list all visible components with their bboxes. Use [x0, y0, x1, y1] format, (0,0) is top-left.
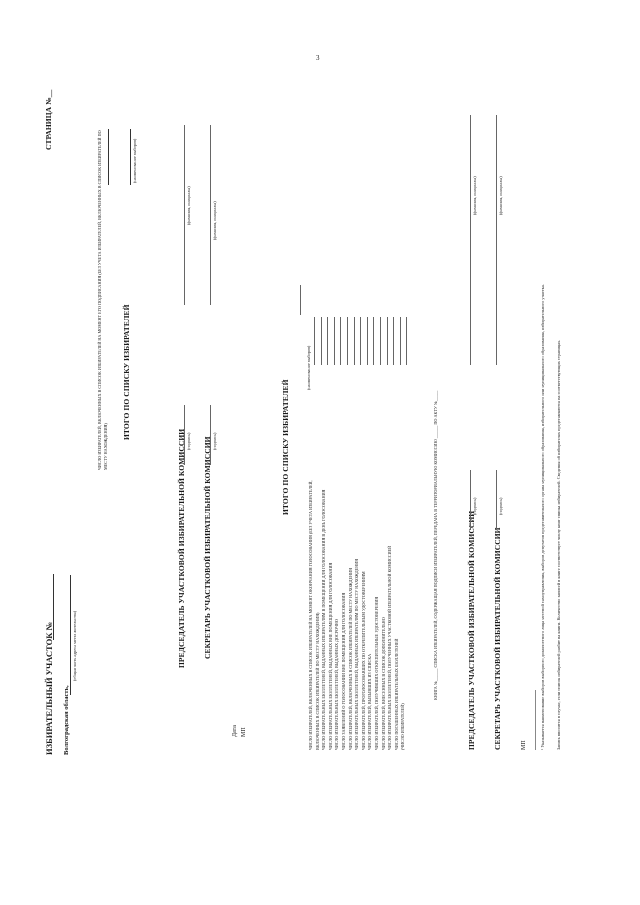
summary-item: ВКЛЮЧЕННЫХ В СПИСОК ИЗБИРАТЕЛЕЙ ПО МЕСТУ НАХОЖДЕНИЯ) — [314, 612, 320, 750]
summary-value-line — [354, 317, 355, 365]
chair-label-1: ПРЕДСЕДАТЕЛЬ УЧАСТКОВОЙ ИЗБИРАТЕЛЬНОЙ КОМИССИИ — [177, 428, 186, 668]
vote-count-text: ЧИСЛО ИЗБИРАТЕЛЕЙ, ВКЛЮЧЕННЫХ В СПИСОК ИЗБИРАТЕЛЕЙ НА МОМЕНТ ЕГО ПОДПИСАНИЯ (БЕЗ УЧЕТА ИЗБИРАТЕЛЕЙ, ВКЛЮЧЕННЫХ В СПИСОК ИЗБИРАТЕЛЕЙ ПО МЕСТУ НАХОЖДЕНИЯ) — [97, 130, 109, 470]
total-title-2: ИТОГО ПО СПИСКУ ИЗБИРАТЕЛЕЙ — [281, 379, 290, 515]
vote-type-line — [130, 129, 131, 185]
summary-value-line — [387, 317, 388, 365]
summary-item: ЧИСЛО ИЗБИРАТЕЛЬНЫХ БЮЛЛЕТЕНЕЙ, ПОЛУЧЕННЫХ УЧАСТКОВОЙ ИЗБИРАТЕЛЬНОЙ КОМИССИЕЙ — [387, 545, 393, 750]
summary-item: ЧИСЛО ИЗБИРАТЕЛЬНЫХ БЮЛЛЕТЕНЕЙ, ВЫДАННЫХ ВНЕ ПОМЕЩЕНИЯ ДЛЯ ГОЛОСОВАНИЯ — [327, 562, 333, 750]
summary-value-line — [347, 317, 348, 365]
summary-item: ЧИСЛО ИЗБИРАТЕЛЕЙ, ПОЛУЧИВШИХ ОТКРЕПИТЕЛЬНЫЕ УДОСТОВЕРЕНИЯ — [374, 596, 379, 750]
summary-item: ЧИСЛО ИЗБИРАТЕЛЕЙ, ВЫБЫВШИХ ИЗ СПИСКА — [367, 653, 373, 750]
summary-value-line — [360, 317, 361, 365]
stamp-label-2: МП — [521, 740, 527, 750]
total-title-1: ИТОГО ПО СПИСКУ ИЗБИРАТЕЛЕЙ — [122, 304, 131, 440]
secretary-name-line-2 — [496, 115, 497, 365]
region-label: Волгоградская область, — [63, 685, 70, 755]
summary-item: ЧИСЛО ИЗБИРАТЕЛЕЙ, ВНЕСЕННЫХ В СПИСОК ДОПОЛНИТЕЛЬНО — [380, 617, 386, 750]
summary-item: ЧИСЛО ПОГАШЕННЫХ ИЗБИРАТЕЛЬНЫХ БЮЛЛЕТЕНЕЙ — [393, 638, 399, 750]
summary-item: ЧИСЛО ИЗБИРАТЕЛЕЙ, ПРОГОЛОСОВАВШИХ ПО ОТКРЕПИТЕЛЬНЫМ УДОСТОВЕРЕНИЯМ — [360, 571, 366, 750]
chair-sign-line-2 — [470, 470, 471, 530]
secretary-name-caption-1: (фамилия, инициалы) — [212, 201, 217, 240]
address-caption: (общая часть адреса места жительства) — [72, 610, 77, 681]
secretary-sign-caption-2: (подпись) — [498, 497, 503, 515]
summary-value-line — [367, 317, 368, 365]
summary-value-line — [380, 317, 381, 365]
summary-value-line — [327, 317, 328, 365]
summary-item: ЧИСЛО ИЗБИРАТЕЛЬНЫХ БЮЛЛЕТЕНЕЙ, ВЫДАННЫХ ИЗБИРАТЕЛЯМ ПО МЕСТУ НАХОЖДЕНИЯ — [354, 558, 360, 750]
chair-name-caption-2: (фамилия, инициалы) — [472, 176, 477, 215]
vote-type-caption: (наименование выборов) — [132, 138, 137, 183]
chair-sign-caption-1: (подпись) — [186, 432, 191, 450]
summary-item: ЧИСЛО ИЗБИРАТЕЛЕЙ, ВКЛЮЧЕННЫХ В СПИСОК ИЗБИРАТЕЛЕЙ НА МОМЕНТ ОКОНЧАНИЯ ГОЛОСОВАНИЯ (БЕЗ УЧЕТА ИЗБИРАТЕЛЕЙ, — [308, 480, 313, 750]
secretary-label-1: СЕКРЕТАРЬ УЧАСТКОВОЙ ИЗБИРАТЕЛЬНОЙ КОМИССИИ — [203, 436, 212, 659]
vote-type-caption-2: (наименование выборов) — [306, 345, 311, 390]
summary-item: ЧИСЛО ИЗБИРАТЕЛЕЙ, ВКЛЮЧЕННЫХ В СПИСОК ИЗБИРАТЕЛЕЙ ПО МЕСТУ НАХОЖДЕНИЯ — [347, 568, 353, 750]
page-label: СТРАНИЦА №__ — [44, 89, 53, 150]
summary-value-line — [340, 317, 341, 365]
summary-item: (ЧИСЛО ИЗБИРАТЕЛЕЙ) — [400, 703, 406, 750]
chair-sign-line-1 — [184, 405, 185, 465]
date-label: Дата — [232, 725, 238, 737]
precinct-title: ИЗБИРАТЕЛЬНЫЙ УЧАСТОК № — [44, 621, 54, 755]
secretary-sign-line-1 — [210, 405, 211, 465]
secretary-sign-line-2 — [496, 470, 497, 530]
address-line — [70, 575, 71, 695]
chair-name-line-1 — [184, 125, 185, 305]
footnote-2: Запись вносится в случае, если список избирателей разбит на книги. Количество записей в книге соответствует числу книг списка избирателей. Сведения об избирателях представляются на соответствующих страницах. — [556, 339, 561, 750]
vote-type-line-2 — [300, 285, 301, 315]
chair-name-caption-1: (фамилия, инициалы) — [186, 186, 191, 225]
summary-item: ЧИСЛО ЗАЯВЛЕНИЙ О ГОЛОСОВАНИИ ВНЕ ПОМЕЩЕНИЯ ДЛЯ ГОЛОСОВАНИЯ — [341, 592, 346, 750]
summary-value-line — [373, 317, 374, 365]
secretary-name-line-1 — [210, 125, 211, 305]
vote-count-line — [108, 129, 109, 185]
page-number: 3 — [316, 54, 320, 62]
summary-value-line — [406, 317, 407, 365]
secretary-sign-caption-1: (подпись) — [212, 432, 217, 450]
book-transfer-text: КНИГА №______ СПИСКА ИЗБИРАТЕЛЕЙ, СОДЕРЖАЩАЯ ПОДПИСИ ИЗБИРАТЕЛЕЙ, ПЕРЕДАНА В ТЕРРИТОРИАЛЬНУЮ КОМИССИЮ ______ ПО АКТУ №_____ — [433, 390, 438, 700]
chair-label-2: ПРЕДСЕДАТЕЛЬ УЧАСТКОВОЙ ИЗБИРАТЕЛЬНОЙ КОМИССИИ — [467, 510, 476, 750]
summary-value-line — [334, 317, 335, 365]
summary-value-line — [393, 317, 394, 365]
secretary-name-caption-2: (фамилия, инициалы) — [498, 176, 503, 215]
summary-item: ЧИСЛО ИЗБИРАТЕЛЬНЫХ БЮЛЛЕТЕНЕЙ, ВЫДАННЫХ ИЗБИРАТЕЛЯМ В ПОМЕЩЕНИИ ДЛЯ ГОЛОСОВАНИЯ В ДЕНЬ ГОЛОСОВАНИЯ — [321, 489, 327, 750]
summary-value-line — [400, 317, 401, 365]
summary-value-line — [314, 317, 315, 365]
stamp-label-1: МП — [241, 727, 247, 737]
summary-item: ЧИСЛО ИЗБИРАТЕЛЬНЫХ БЮЛЛЕТЕНЕЙ, ВЫДАННЫХ ДОСРОЧНО — [334, 619, 340, 750]
chair-name-line-2 — [470, 115, 471, 365]
precinct-number-line — [53, 574, 54, 640]
footnote-divider — [535, 690, 536, 750]
chair-sign-caption-2: (подпись) — [472, 497, 477, 515]
footnote-1: ¹ Указывается наименование выборов выборного должностного лица местной самоуправления, выборов депутатов представительного органа муниципального образования, избирательного или муниципального образования, избирательного участка. — [540, 284, 545, 750]
secretary-label-2: СЕКРЕТАРЬ УЧАСТКОВОЙ ИЗБИРАТЕЛЬНОЙ КОМИССИИ — [493, 527, 502, 750]
summary-value-line — [321, 317, 322, 365]
